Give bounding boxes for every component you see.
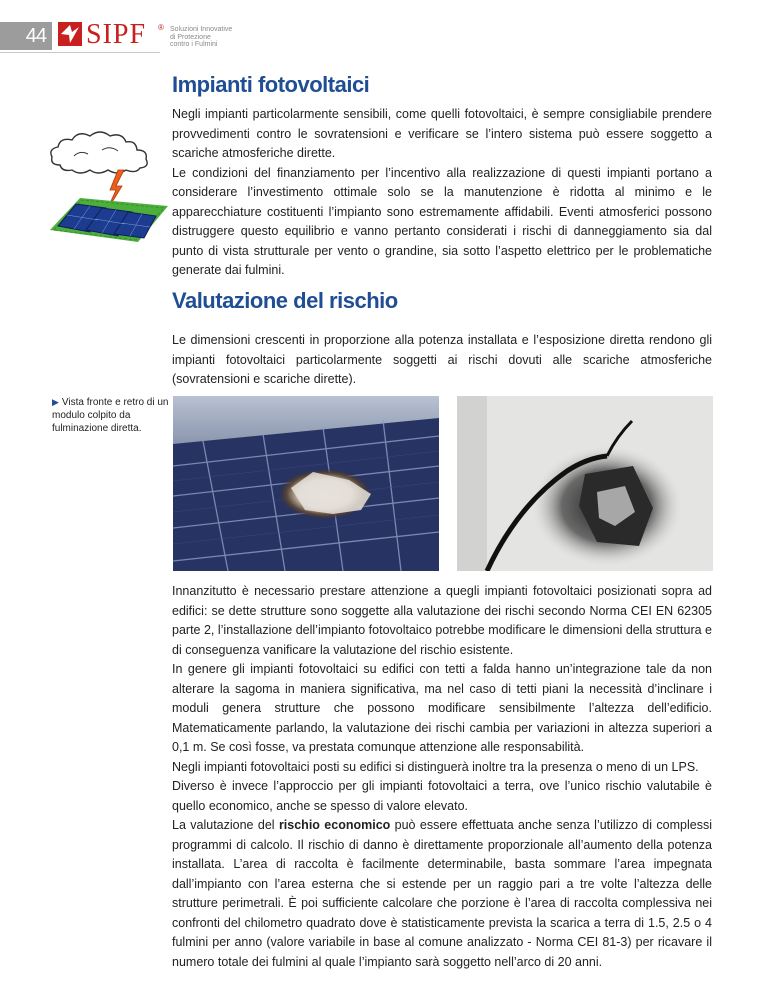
- caption-text: Vista fronte e retro di un modulo colpito da fulminazione diretta.: [52, 397, 169, 434]
- tagline-line: contro i Fulmini: [170, 41, 218, 48]
- paragraph: Negli impianti particolarmente sensibili, come quelli fotovoltaici, è sempre consigliabile prendere provvedimenti contro le sovratensioni e verificare se l’intero sistema può essere soggetto a scariche atmosferiche dirette.: [172, 107, 712, 160]
- paragraph: Diverso è invece l’approccio per gli impianti fotovoltaici a terra, ove l’unico rischio valutabile è quello economico, anche se spesso di valore elevato.: [172, 779, 712, 813]
- tagline-line: di Protezione: [170, 33, 211, 41]
- paragraph: Le condizioni del finanziamento per l’incentivo alla realizzazione di questi impianti portano a considerare l’investimento ottimale solo se la manutenzione è ridotta al minimo e le apparecchiature costituenti l’impianto sono estremamente affidabili. Eventi atmosferici possono distruggere questo equilibrio e vanno pertanto considerati i rischi di danneggiamento sia dal punto di vista strutturale per vento o grandine, sia sotto l’aspetto elettrico per le problematiche generate dai fulmini.: [172, 165, 712, 277]
- text-run: può essere effettuata anche senza l’utilizzo di complessi programmi di calcolo. Il rischio di danno è direttamente proporzionale all’aumento della potenza installata. L’area di raccolta è facilmente determinabile, basta sommare l’area impegnata dall’impianto con l’area esterna che si estende per un raggio pari a tre volte l’altezza delle strutture perimetrali. È poi sufficiente calcolare che porzione è l’area di raccolta complessiva nei confronti del chilometro quadrato dove è statisticamente prevista la scarica a terra di 1.5, 2.5 o 4 fulmini per anno (valore variabile in base al comune analizzato - Norma CEI 81-3) per ricavare il numero totale dei fulmini al quale l’impianto sarà soggetto nell’arco di 20 anni.: [172, 818, 712, 969]
- body-text: [172, 582, 712, 972]
- risk-intro-text: [172, 331, 712, 390]
- sipf-logo-icon: [58, 22, 82, 46]
- section-title-impianti: Impianti fotovoltaici: [172, 72, 370, 97]
- caption-triangle-icon: ▶: [52, 397, 59, 407]
- intro-text: [172, 105, 712, 281]
- lightning-solar-panel-illustration: [40, 120, 170, 250]
- brand-name: SIPF: [86, 19, 147, 50]
- brand-tagline: [170, 26, 250, 49]
- page-number: 44: [0, 22, 52, 50]
- photo-module-front: [173, 396, 439, 571]
- text-run: La valutazione del: [172, 818, 279, 832]
- photo-caption: [52, 396, 170, 435]
- paragraph: Le dimensioni crescenti in proporzione alla potenza installata e l’esposizione diretta rendono gli impianti fotovoltaici particolarmente soggetti ai rischi dovuti alle scariche atmosferiche (sovratensioni e scariche dirette).: [172, 333, 712, 386]
- paragraph: Negli impianti fotovoltaici posti su edifici si distinguerà inoltre tra la presenza o meno di un LPS.: [172, 759, 699, 774]
- registered-mark: ®: [158, 23, 164, 32]
- section-title-valutazione: Valutazione del rischio: [172, 288, 398, 313]
- tagline-line: Soluzioni Innovative: [170, 26, 233, 33]
- economic-risk-term: rischio economico: [278, 818, 391, 832]
- header-divider: [0, 52, 160, 53]
- photo-module-back: [457, 396, 713, 571]
- paragraph-economic-risk: [172, 816, 712, 972]
- paragraph: In genere gli impianti fotovoltaici su edifici con tetti a falda hanno un’integrazione tale da non alterare la sagoma in maniera significativa, ma nel caso di tetti piani la necessità d’inclinare i moduli genera strutture che possono modificare sensibilmente l’altezza dell’edificio. Matematicamente parlando, la valutazione dei rischi cambia per variazioni in altezza superiori a 0,1 m. Se così fosse, va prestata comunque attenzione alle responsabilità.: [172, 662, 712, 754]
- paragraph: Innanzitutto è necessario prestare attenzione a quegli impianti fotovoltaici posizionati sopra ad edifici: se dette strutture sono soggette alla valutazione dei rischi secondo Norma CEI EN 62305 parte 2, l’installazione dell’impianto fotovoltaico potrebbe modificare le dimensioni della struttura e di conseguenza vanificare la valutazione del rischio esistente.: [172, 584, 712, 657]
